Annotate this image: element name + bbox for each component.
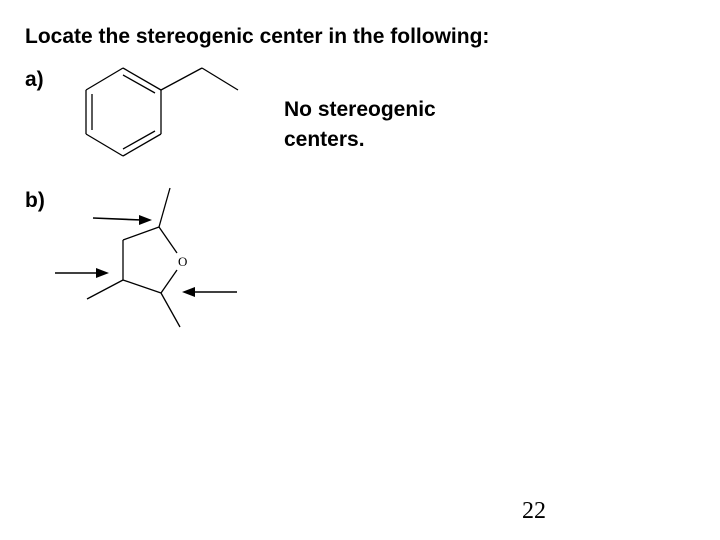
page-number: 22: [522, 498, 546, 524]
answer-line-1: No stereogenic: [284, 98, 436, 121]
arrow-left-carbon: [55, 268, 109, 278]
ethylbenzene-structure: [86, 68, 238, 156]
tetrahydrofuran-structure: [87, 188, 187, 327]
arrow-top-carbon: [93, 215, 152, 225]
arrow-bottom-carbon: [182, 287, 237, 297]
oxygen-atom-label: O: [178, 254, 188, 269]
answer-line-2: centers.: [284, 128, 365, 151]
part-b-label: b): [25, 189, 45, 212]
part-a-label: a): [25, 68, 44, 91]
question-title: Locate the stereogenic center in the following:: [25, 25, 490, 48]
